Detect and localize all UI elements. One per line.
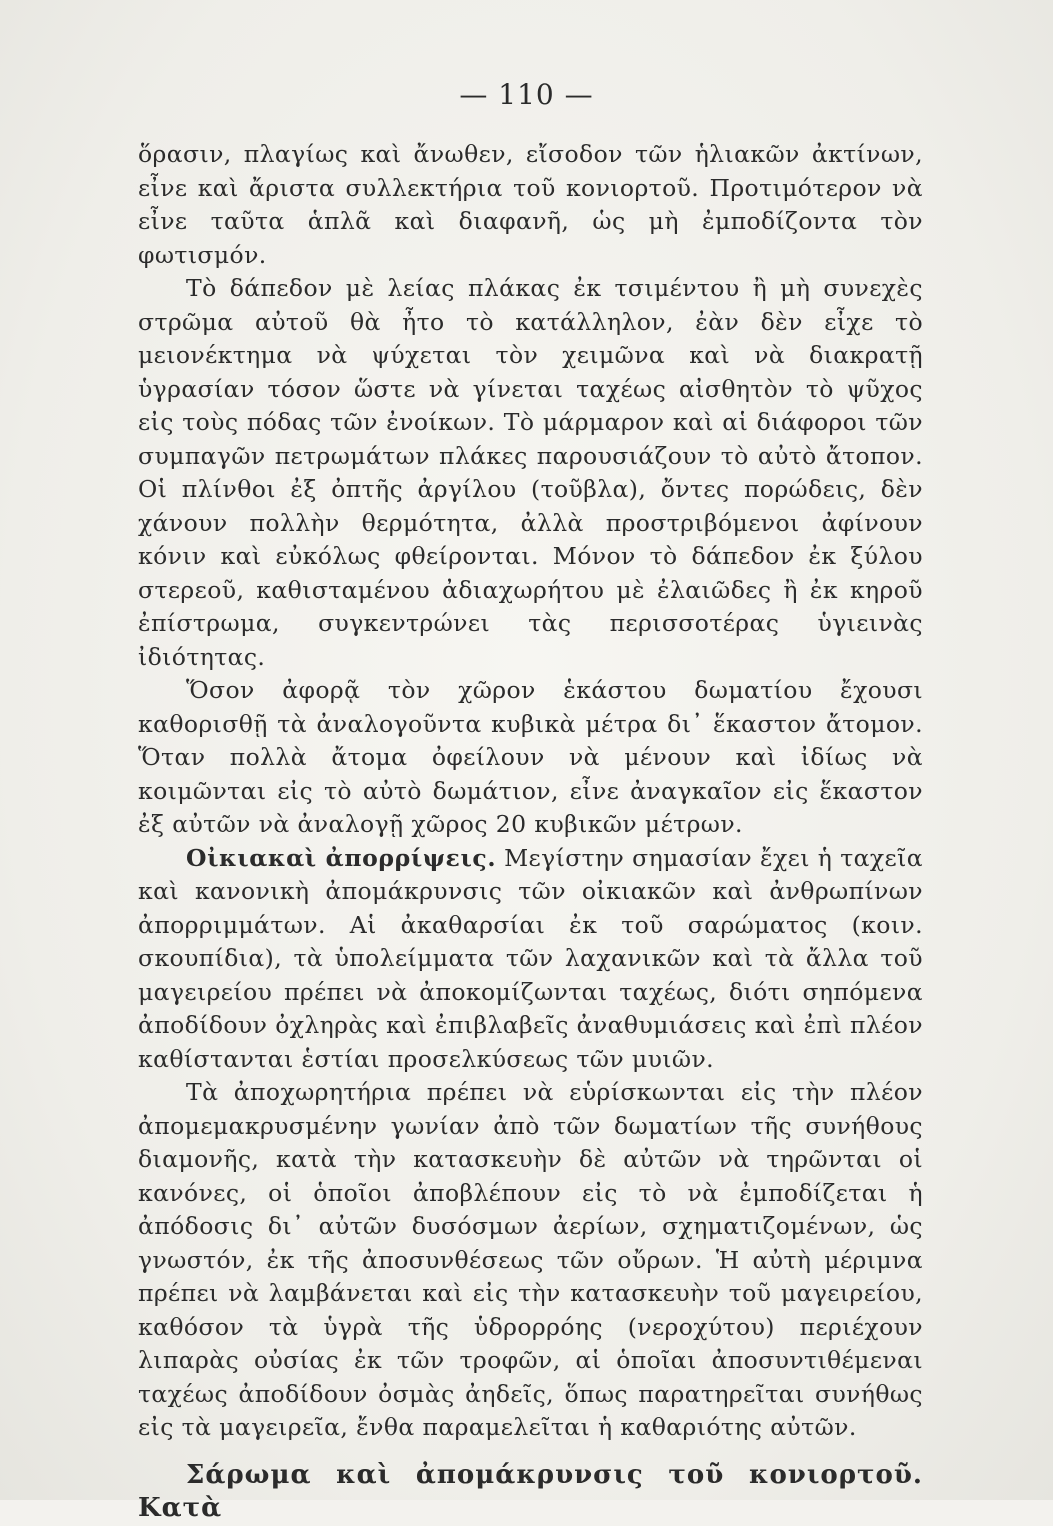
paragraph-room-space: Ὅσον ἀφορᾷ τὸν χῶρον ἑκάστου δωματίου ἔχουσι καθορισθῇ τὰ ἀναλογοῦντα κυβικὰ μέτρα δι᾽ ἕκαστον ἄτομον. Ὅταν πολλὰ ἄτομα ὀφείλουν νὰ μένουν καὶ ἰδίως νὰ κοιμῶνται εἰς τὸ αὐτὸ δωμάτιον, εἶνε ἀναγκαῖον εἰς ἕκαστον ἐξ αὐτῶν νὰ ἀναλογῇ χῶρος 20 κυβικῶν μέτρων.: [138, 676, 923, 838]
paragraph-windows-continued: ὅρασιν, πλαγίως καὶ ἄνωθεν, εἴσοδον τῶν ἡλιακῶν ἀκτίνων, εἶνε καὶ ἄριστα συλλεκτήρια τοῦ κονιορτοῦ. Προτιμότερον νὰ εἶνε ταῦτα ἁπλᾶ καὶ διαφανῆ, ὡς μὴ ἐμποδίζοντα τὸν φωτισμόν.: [138, 140, 923, 269]
section-title-household-waste: Οἰκιακαὶ ἀπορρίψεις.: [186, 843, 497, 872]
household-waste-text: Μεγίστην σημασίαν ἔχει ἡ ταχεῖα καὶ κανονικὴ ἀπομάκρυνσις τῶν οἰκιακῶν καὶ ἀνθρωπίνων ἀπορριμμάτων. Αἱ ἀκαθαρσίαι ἐκ τοῦ σαρώματος (κοιν. σκουπίδια), τὰ ὑπολείμματα τῶν λαχανικῶν καὶ τὰ ἄλλα τοῦ μαγειρείου πρέπει νὰ ἀποκομίζωνται ταχέως, διότι σηπόμενα ἀποδίδουν ὀχληρὰς καὶ ἐπιβλαβεῖς ἀναθυμιάσεις καὶ ἐπὶ πλέον καθίστανται ἑστίαι προσελκύσεως τῶν μυιῶν.: [138, 843, 924, 1073]
page-number: — 110 —: [459, 78, 594, 111]
paragraph-household-waste: [138, 842, 923, 1077]
page-body: [138, 138, 923, 1526]
paragraph-floor: Τὸ δάπεδον μὲ λείας πλάκας ἐκ τσιμέντου ἢ μὴ συνεχὲς στρῶμα αὐτοῦ θὰ ἦτο τὸ κατάλληλον, ἐὰν δὲν εἶχε τὸ μειονέκτημα νὰ ψύχεται τὸν χειμῶνα καὶ νὰ διακρατῇ ὑγρασίαν τόσον ὥστε νὰ γίνεται ταχέως αἰσθητὸν τὸ ψῦχος εἰς τοὺς πόδας τῶν ἐνοίκων. Τὸ μάρμαρον καὶ αἱ διάφοροι τῶν συμπαγῶν πετρωμάτων πλάκες παρουσιάζουν τὸ αὐτὸ ἄτοπον. Οἱ πλίνθοι ἐξ ὀπτῆς ἀργίλου (τοῦβλα), ὄντες πορώδεις, δὲν χάνουν πολλὴν θερμότητα, ἀλλὰ προστριβόμενοι ἀφίνουν κόνιν καὶ εὐκόλως φθείρονται. Μόνον τὸ δάπεδον ἐκ ξύλου στερεοῦ, καθισταμένου ἀδιαχωρήτου μὲ ἐλαιῶδες ἢ ἐκ κηροῦ ἐπίστρωμα, συγκεντρώνει τὰς περισσοτέρας ὑγιεινὰς ἰδιότητας.: [138, 274, 923, 671]
section-heading-sweeping: Σάρωμα καὶ ἀπομάκρυνσις τοῦ κονιορτοῦ. Κατὰ: [138, 1459, 923, 1523]
paragraph-toilets: Τὰ ἀποχωρητήρια πρέπει νὰ εὑρίσκωνται εἰς τὴν πλέον ἀπομεμακρυσμένην γωνίαν ἀπὸ τῶν δωματίων τῆς συνήθους διαμονῆς, κατὰ τὴν κατασκευὴν δὲ αὐτῶν νὰ τηρῶνται οἱ κανόνες, οἱ ὁποῖοι ἀποβλέπουν εἰς τὸ νὰ ἐμποδίζεται ἡ ἀπόδοσις δι᾽ αὐτῶν δυσόσμων ἀερίων, σχηματιζομένων, ὡς γνωστόν, ἐκ τῆς ἀποσυνθέσεως τῶν οὔρων. Ἡ αὐτὴ μέριμνα πρέπει νὰ λαμβάνεται καὶ εἰς τὴν κατασκευὴν τοῦ μαγειρείου, καθόσον τὰ ὑγρὰ τῆς ὑδρορρόης (νεροχύτου) περιέχουν λιπαρὰς οὐσίας ἐκ τῶν τροφῶν, αἱ ὁποῖαι ἀποσυντιθέμεναι ταχέως ἀποδίδουν ὀσμὰς ἀηδεῖς, ὅπως παρατηρεῖται συνήθως εἰς τὰ μαγειρεῖα, ἔνθα παραμελεῖται ἡ καθαριότης αὐτῶν.: [138, 1078, 923, 1441]
